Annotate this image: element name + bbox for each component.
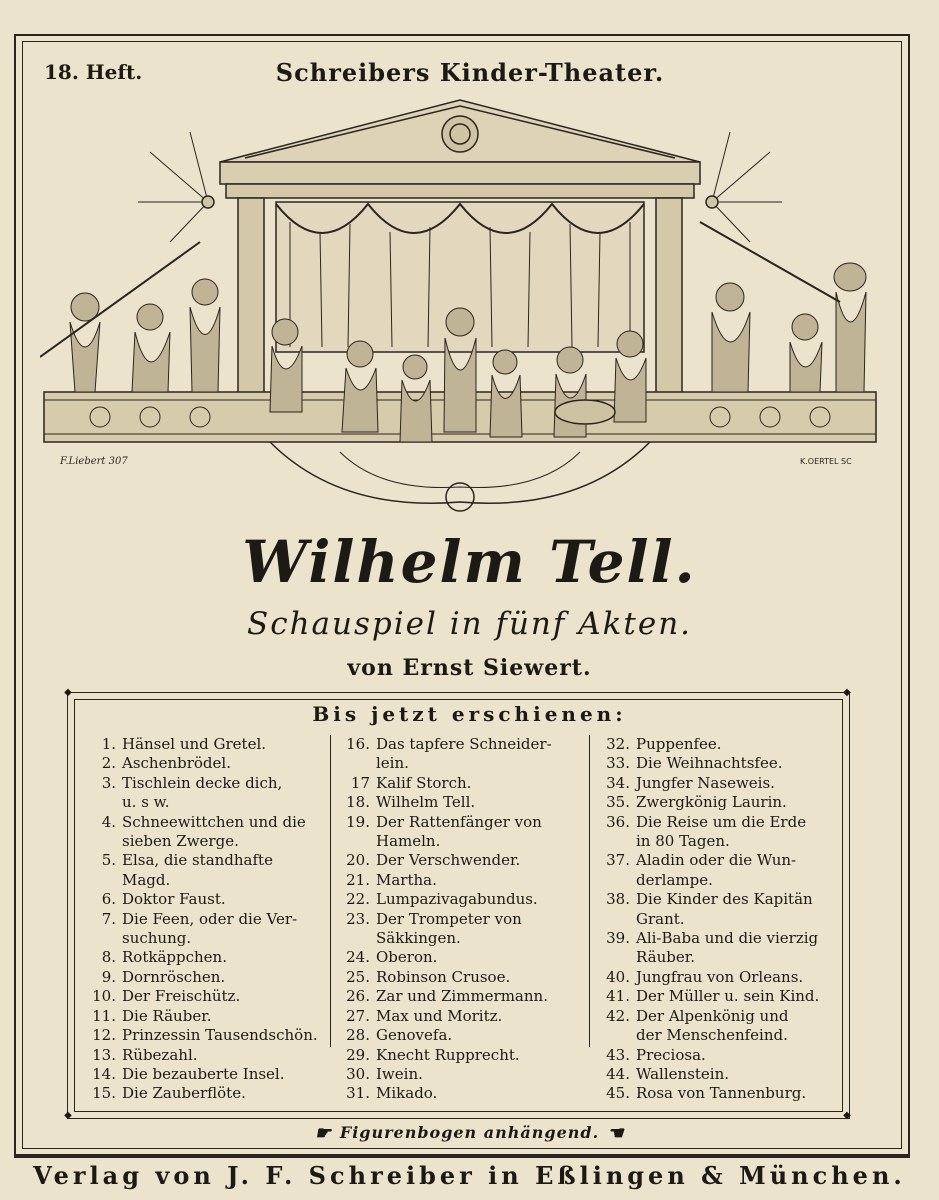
item-title xyxy=(122,1065,330,1084)
list-item xyxy=(334,774,589,793)
item-title xyxy=(376,910,589,949)
item-title-line: Die Feen, oder die Ver- xyxy=(122,909,298,928)
item-title-line: Die Kinder des Kapitän xyxy=(636,890,813,909)
list-heading: Bis jetzt erschienen: xyxy=(312,702,627,726)
artist-signature: F.Liebert 307 xyxy=(60,456,128,467)
issue-number: 18. Heft. xyxy=(44,60,143,84)
author-line: von Ernst Siewert. xyxy=(347,655,592,681)
item-number: 12. xyxy=(92,1026,116,1045)
play-subtitle: Schauspiel in fünf Akten. xyxy=(246,606,693,642)
item-number: 39. xyxy=(606,929,630,948)
play-title: Wilhelm Tell. xyxy=(242,528,697,596)
item-title xyxy=(636,735,844,754)
item-number: 36. xyxy=(606,812,630,831)
item-title xyxy=(376,1007,589,1026)
list-item xyxy=(594,968,844,987)
list-item xyxy=(80,851,330,890)
item-title xyxy=(122,1007,330,1026)
item-title xyxy=(122,1084,330,1103)
item-title-line: Dornröschen. xyxy=(122,967,226,986)
item-number: 37. xyxy=(606,851,630,870)
item-title xyxy=(122,968,330,987)
list-item xyxy=(594,793,844,812)
list-item xyxy=(80,1007,330,1026)
item-number: 7. xyxy=(101,909,116,928)
item-title xyxy=(122,851,330,890)
list-item xyxy=(594,754,844,773)
list-item xyxy=(594,1007,844,1046)
item-title xyxy=(636,1065,844,1084)
theater-illustration xyxy=(40,92,880,532)
item-number: 23. xyxy=(346,909,370,928)
item-title xyxy=(122,1046,330,1065)
corner-ornament: ◆ xyxy=(843,687,851,698)
item-number: 43. xyxy=(606,1045,630,1064)
list-item xyxy=(334,1007,589,1026)
item-number: 17 xyxy=(350,773,370,792)
item-title-line: Rosa von Tannenburg. xyxy=(636,1084,807,1103)
item-title-line: Jungfrau von Orleans. xyxy=(636,967,804,986)
item-number: 31. xyxy=(346,1084,370,1103)
engraver-signature: K.OERTEL SC xyxy=(800,457,852,466)
list-item xyxy=(334,793,589,812)
publisher-line: Verlag von J. F. Schreiber in Eßlingen & München. xyxy=(33,1161,906,1190)
item-number: 18. xyxy=(346,793,370,812)
pointing-hand-right-icon: ☛ xyxy=(314,1123,332,1144)
item-number: 41. xyxy=(606,987,630,1006)
item-title-line: Knecht Rupprecht. xyxy=(376,1045,520,1064)
item-title xyxy=(376,774,589,793)
series-title: Schreibers Kinder-Theater. xyxy=(275,58,665,87)
item-title xyxy=(122,754,330,773)
item-title-line: Hänsel und Gretel. xyxy=(122,735,267,753)
item-title-line: sieben Zwerge. xyxy=(122,832,239,851)
corner-ornament: ◆ xyxy=(64,1110,72,1121)
item-number: 10. xyxy=(92,987,116,1006)
item-number: 38. xyxy=(606,890,630,909)
item-number: 33. xyxy=(606,754,630,773)
item-title-line: Tischlein decke dich, xyxy=(122,773,283,792)
item-title xyxy=(376,1026,589,1045)
list-item xyxy=(334,1065,589,1084)
item-title-line: Lumpazivagabundus. xyxy=(376,890,538,909)
list-item xyxy=(334,1046,589,1065)
item-title-line: Aladin oder die Wun- xyxy=(636,851,797,870)
item-title xyxy=(122,948,330,967)
item-title xyxy=(122,813,330,852)
item-number: 24. xyxy=(346,948,370,967)
item-title xyxy=(636,929,844,968)
item-number: 6. xyxy=(101,890,116,909)
item-title xyxy=(122,890,330,909)
item-number: 45. xyxy=(606,1084,630,1103)
item-title xyxy=(636,851,844,890)
item-title-line: Ali-Baba und die vierzig xyxy=(636,929,819,948)
item-title-line: Die bezauberte Insel. xyxy=(122,1064,285,1083)
item-number: 5. xyxy=(101,851,116,870)
item-title-line: Puppenfee. xyxy=(636,735,722,753)
item-title-line: Der Rattenfänger von xyxy=(376,812,542,831)
item-title-line: der Menschenfeind. xyxy=(636,1026,788,1045)
item-title xyxy=(376,813,589,852)
item-number: 4. xyxy=(101,812,116,831)
item-number: 3. xyxy=(101,773,116,792)
titles-column-2 xyxy=(334,735,589,1104)
list-item xyxy=(334,987,589,1006)
item-number: 29. xyxy=(346,1045,370,1064)
item-title-line: Rotkäppchen. xyxy=(122,948,227,967)
item-number: 8. xyxy=(101,948,116,967)
item-number: 26. xyxy=(346,987,370,1006)
item-number: 35. xyxy=(606,793,630,812)
list-item xyxy=(334,890,589,909)
item-title-line: Kalif Storch. xyxy=(376,773,472,792)
item-number: 11. xyxy=(92,1006,116,1025)
item-number: 16. xyxy=(346,735,370,753)
item-title xyxy=(636,1007,844,1046)
item-title-line: Doktor Faust. xyxy=(122,890,226,909)
item-title xyxy=(376,871,589,890)
item-title-line: Die Zauberflöte. xyxy=(122,1084,246,1103)
item-title xyxy=(122,1026,330,1045)
item-number: 21. xyxy=(346,870,370,889)
item-title xyxy=(636,890,844,929)
item-title-line: Jungfer Naseweis. xyxy=(636,773,775,792)
item-title-line: Der Alpenkönig und xyxy=(636,1006,789,1025)
item-title-line: Der Müller u. sein Kind. xyxy=(636,987,820,1006)
item-title-line: Max und Moritz. xyxy=(376,1006,503,1025)
footer-note-text: Figurenbogen anhängend. xyxy=(339,1123,600,1142)
list-item xyxy=(594,1046,844,1065)
item-title-line: Wallenstein. xyxy=(636,1064,730,1083)
item-title-line: Genovefa. xyxy=(376,1026,453,1045)
list-item xyxy=(80,813,330,852)
list-item xyxy=(80,735,330,754)
list-item xyxy=(334,851,589,870)
item-title-line: Elsa, die standhafte xyxy=(122,851,273,870)
item-title xyxy=(636,1084,844,1103)
item-title-line: Säkkingen. xyxy=(376,929,461,948)
item-title-line: Aschenbrödel. xyxy=(122,754,231,773)
item-title xyxy=(636,754,844,773)
item-title-line: Die Weihnachtsfee. xyxy=(636,754,783,773)
column-divider xyxy=(330,735,331,1047)
pointing-hand-left-icon: ☚ xyxy=(607,1123,625,1144)
item-title-line: Zwergkönig Laurin. xyxy=(636,793,787,812)
item-number: 40. xyxy=(606,967,630,986)
item-title xyxy=(636,1046,844,1065)
footer-note xyxy=(0,1123,939,1144)
list-item xyxy=(594,1084,844,1103)
item-title-line: suchung. xyxy=(122,929,192,948)
titles-column-1 xyxy=(80,735,330,1104)
item-title xyxy=(376,851,589,870)
list-item xyxy=(594,929,844,968)
list-item xyxy=(80,968,330,987)
list-item xyxy=(334,1026,589,1045)
list-item xyxy=(334,910,589,949)
list-item xyxy=(80,910,330,949)
list-item xyxy=(594,735,844,754)
column-divider xyxy=(589,735,590,1047)
item-number: 30. xyxy=(346,1064,370,1083)
item-title-line: Der Verschwender. xyxy=(376,851,521,870)
item-title xyxy=(122,735,330,754)
list-item xyxy=(594,813,844,852)
list-item xyxy=(334,735,589,774)
item-title xyxy=(122,987,330,1006)
corner-ornament: ◆ xyxy=(843,1110,851,1121)
item-title-line: Zar und Zimmermann. xyxy=(376,987,548,1006)
item-title-line: Der Trompeter von xyxy=(376,909,522,928)
item-title-line: Mikado. xyxy=(376,1084,438,1103)
item-title-line: Iwein. xyxy=(376,1064,423,1083)
item-title xyxy=(376,735,589,774)
item-title xyxy=(376,1046,589,1065)
item-title xyxy=(122,910,330,949)
item-title-line: Wilhelm Tell. xyxy=(376,793,476,812)
item-title-line: Rübezahl. xyxy=(122,1045,198,1064)
item-title-line: in 80 Tagen. xyxy=(636,832,730,851)
item-title-line: Die Räuber. xyxy=(122,1006,212,1025)
item-number: 28. xyxy=(346,1026,370,1045)
corner-ornament: ◆ xyxy=(64,687,72,698)
item-title xyxy=(376,987,589,1006)
list-item xyxy=(334,968,589,987)
item-number: 42. xyxy=(606,1006,630,1025)
item-title xyxy=(636,774,844,793)
item-title-line: Prinzessin Tausendschön. xyxy=(122,1026,318,1045)
item-title xyxy=(376,968,589,987)
item-title xyxy=(376,948,589,967)
item-number: 1. xyxy=(101,735,116,753)
list-item xyxy=(594,851,844,890)
list-item xyxy=(80,1026,330,1045)
item-title xyxy=(376,793,589,812)
list-item xyxy=(594,774,844,793)
item-number: 13. xyxy=(92,1045,116,1064)
item-title xyxy=(636,968,844,987)
item-title-line: lein. xyxy=(376,754,409,773)
item-number: 2. xyxy=(101,754,116,773)
item-title-line: Preciosa. xyxy=(636,1045,706,1064)
item-title-line: derlampe. xyxy=(636,870,713,889)
item-number: 19. xyxy=(346,812,370,831)
item-title-line: Martha. xyxy=(376,870,437,889)
item-title-line: Der Freischütz. xyxy=(122,987,241,1006)
list-item xyxy=(80,987,330,1006)
item-title-line: Magd. xyxy=(122,870,171,889)
footer-rule xyxy=(14,1156,910,1158)
item-title xyxy=(636,813,844,852)
list-item xyxy=(334,1084,589,1103)
list-item xyxy=(80,1046,330,1065)
item-title xyxy=(376,1065,589,1084)
item-title xyxy=(376,890,589,909)
item-title-line: Das tapfere Schneider- xyxy=(376,735,552,753)
list-item xyxy=(80,754,330,773)
item-number: 9. xyxy=(101,967,116,986)
item-title-line: Oberon. xyxy=(376,948,438,967)
list-item xyxy=(594,1065,844,1084)
list-item xyxy=(80,1065,330,1084)
item-number: 27. xyxy=(346,1006,370,1025)
list-item xyxy=(334,948,589,967)
item-number: 32. xyxy=(606,735,630,753)
list-item xyxy=(334,871,589,890)
item-title-line: Die Reise um die Erde xyxy=(636,812,807,831)
list-item xyxy=(334,813,589,852)
list-item xyxy=(80,774,330,813)
list-item xyxy=(594,890,844,929)
titles-column-3 xyxy=(594,735,844,1104)
list-item xyxy=(80,890,330,909)
item-title xyxy=(376,1084,589,1103)
item-title-line: Räuber. xyxy=(636,948,696,967)
item-title xyxy=(636,987,844,1006)
item-number: 15. xyxy=(92,1084,116,1103)
item-number: 44. xyxy=(606,1064,630,1083)
item-number: 20. xyxy=(346,851,370,870)
item-number: 22. xyxy=(346,890,370,909)
list-item xyxy=(80,948,330,967)
list-item xyxy=(80,1084,330,1103)
item-number: 14. xyxy=(92,1064,116,1083)
item-number: 34. xyxy=(606,773,630,792)
item-title-line: Robinson Crusoe. xyxy=(376,967,511,986)
item-title-line: Grant. xyxy=(636,909,685,928)
item-title-line: u. s w. xyxy=(122,793,170,812)
list-item xyxy=(594,987,844,1006)
item-title-line: Hameln. xyxy=(376,832,441,851)
item-title xyxy=(122,774,330,813)
item-number: 25. xyxy=(346,967,370,986)
item-title-line: Schneewittchen und die xyxy=(122,812,306,831)
item-title xyxy=(636,793,844,812)
